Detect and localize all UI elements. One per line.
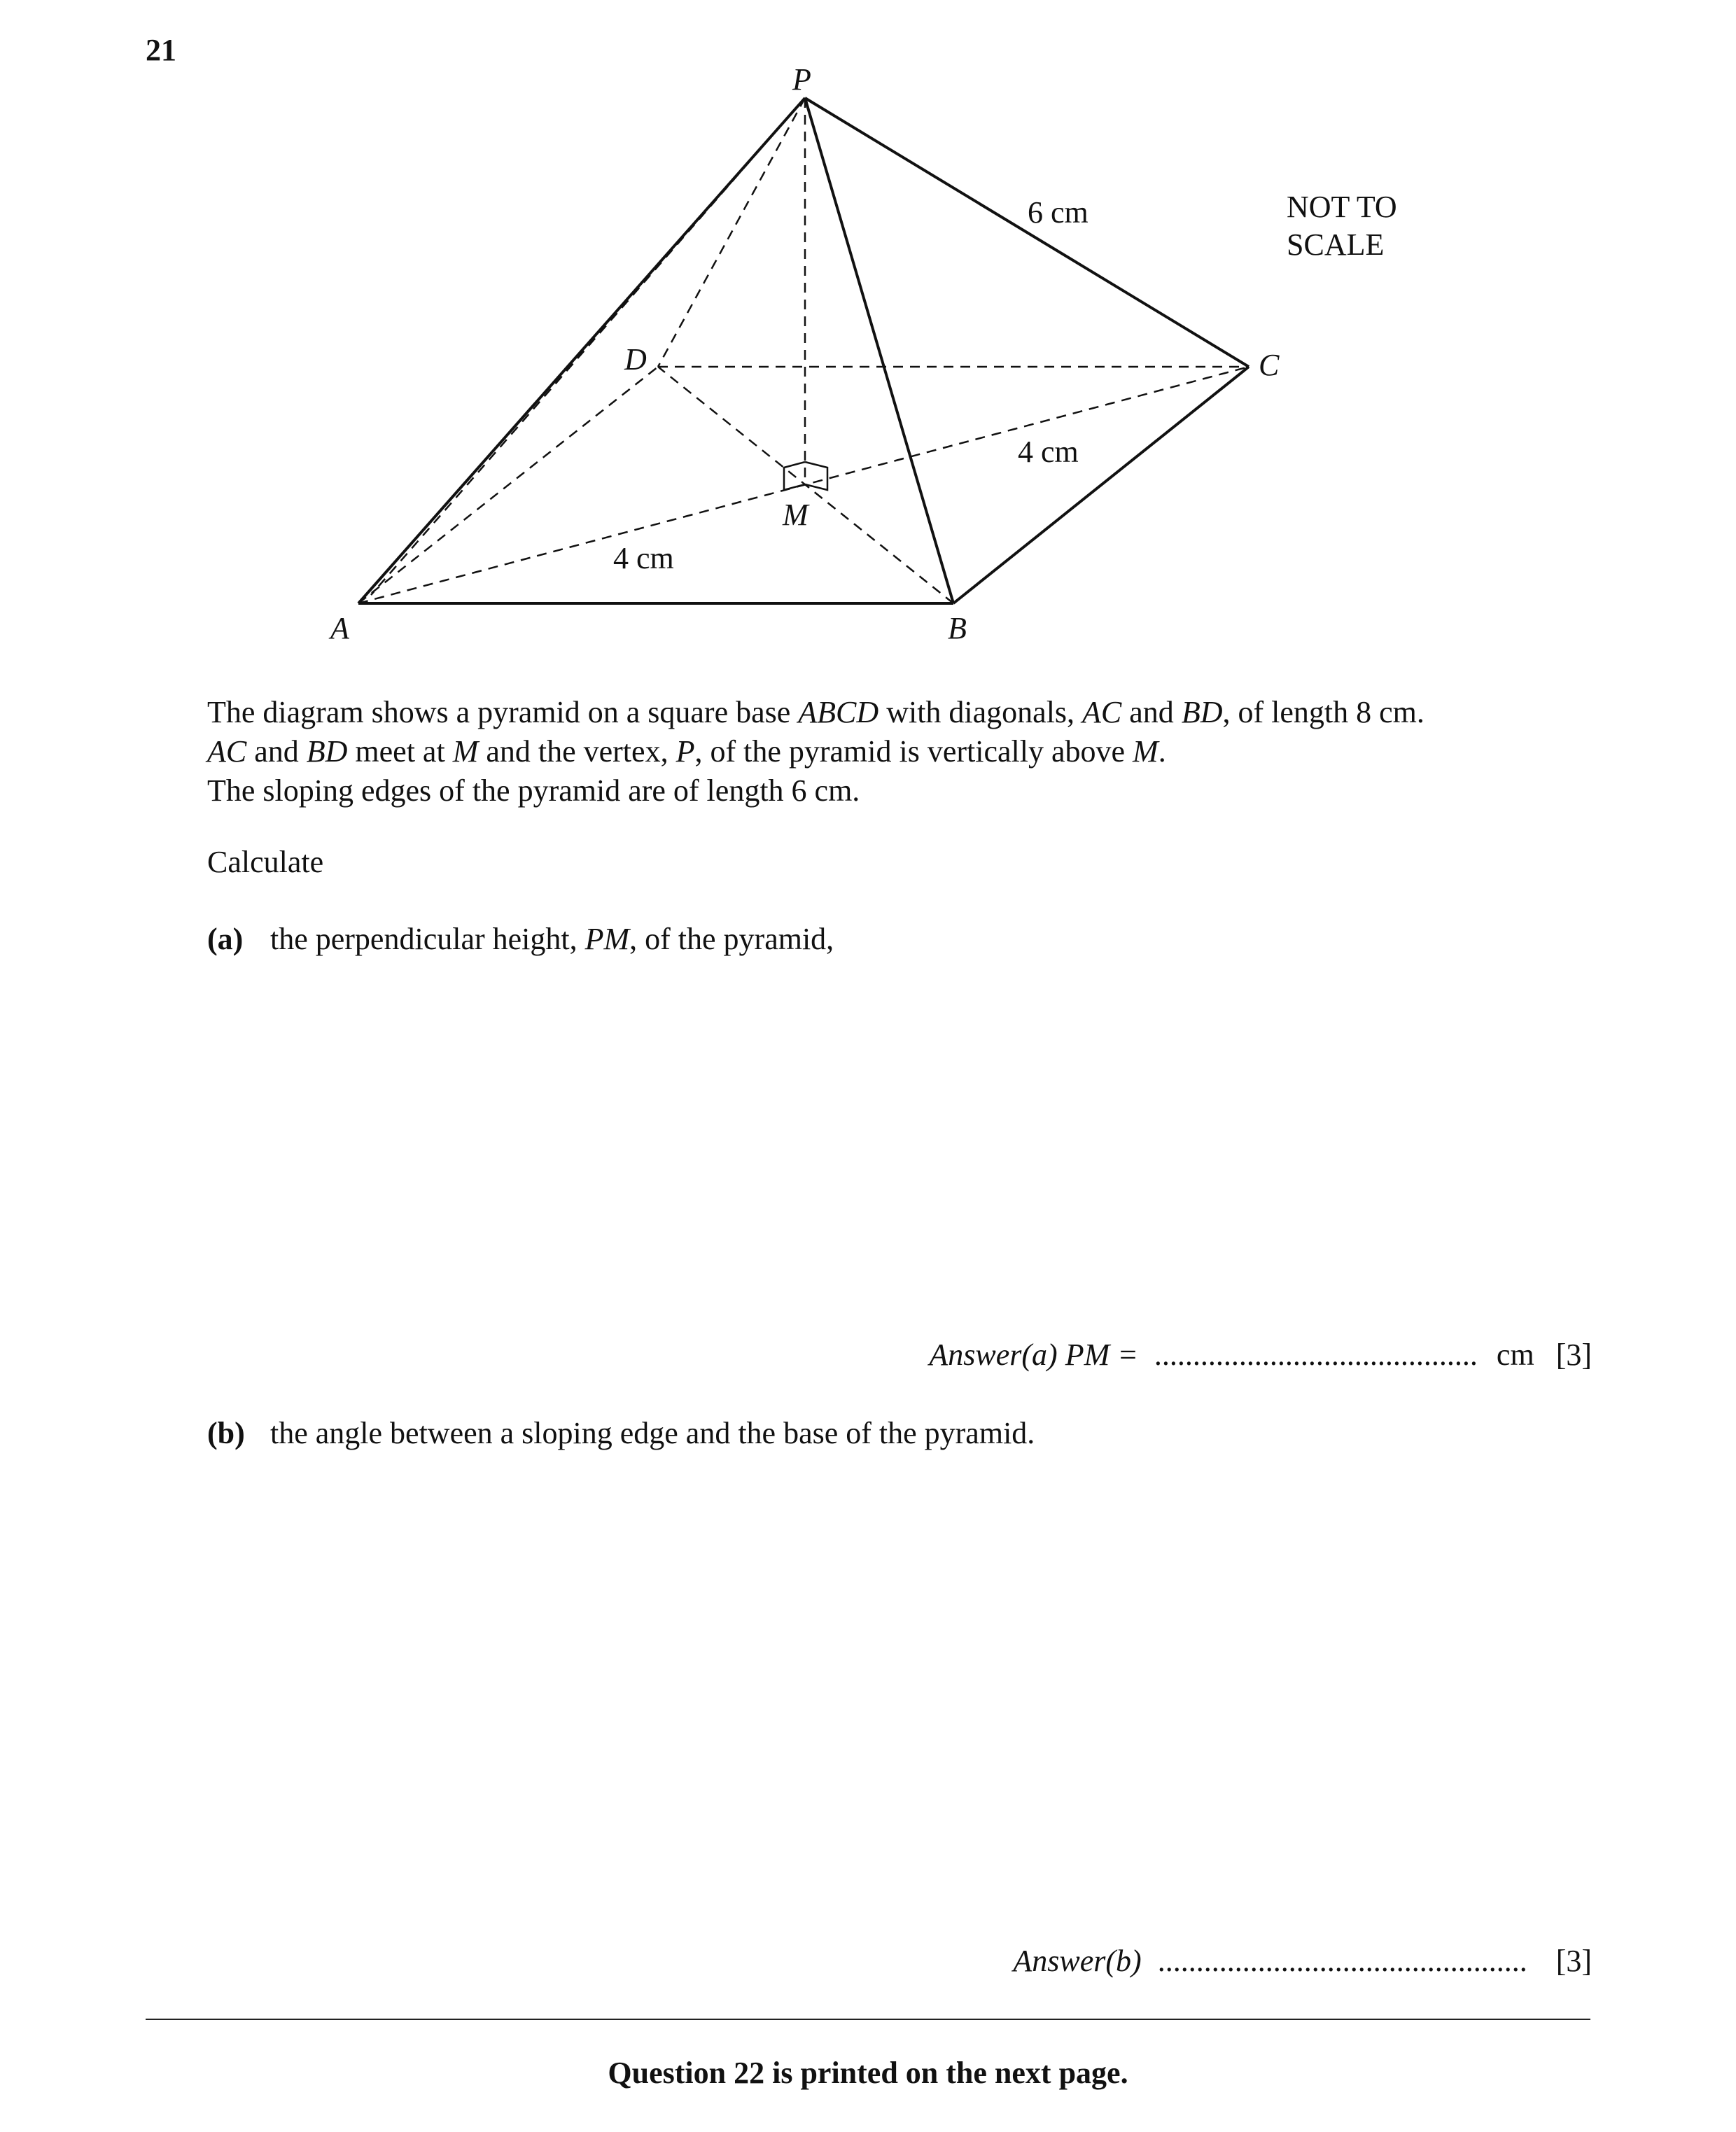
part-b-label: (b) [207,1416,245,1450]
label-half-diagonal-left: 4 cm [613,541,674,575]
intro-line-2: AC and BD meet at M and the vertex, P, of the pyramid is vertically above M. [207,734,1166,769]
label-point-A: A [330,611,349,645]
part-a-marks: [3] [1555,1338,1592,1372]
part-b-answer-line[interactable] [1013,1943,1592,1979]
part-b-marks: [3] [1555,1944,1592,1978]
part-a-answer-prefix: Answer(a) PM = [929,1338,1138,1372]
label-point-B: B [948,611,967,645]
intro-line-1: The diagram shows a pyramid on a square base ABCD with diagonals, AC and BD, of length 8 cm. [207,695,1424,729]
edge-PD [658,98,805,367]
edge-BC [953,367,1249,603]
part-a-answer-dots[interactable]: .......................................... [1154,1338,1478,1372]
part-b-answer-prefix: Answer(b) [1013,1944,1142,1978]
not-to-scale-line2: SCALE [1287,227,1385,262]
footer-note: Question 22 is printed on the next page. [608,2056,1128,2090]
part-a-unit: cm [1496,1338,1534,1372]
question-number: 21 [146,33,176,67]
part-a-label: (a) [207,922,244,956]
label-point-C: C [1259,348,1280,382]
label-point-D: D [624,342,647,377]
label-half-diagonal-right: 4 cm [1018,435,1079,469]
pyramid-diagram [0,0,1736,672]
label-slant-edge: 6 cm [1028,195,1088,230]
not-to-scale-line1: NOT TO [1287,190,1397,224]
part-a-answer-line[interactable] [929,1337,1592,1373]
part-a-question: (a) the perpendicular height, PM, of the pyramid, [207,922,834,956]
label-point-M: M [783,498,808,532]
part-b-question: (b) the angle between a sloping edge and the base of the pyramid. [207,1416,1035,1450]
label-point-P: P [792,62,811,97]
footer-divider [146,2019,1590,2020]
calculate-instruction: Calculate [207,845,324,879]
intro-line-3: The sloping edges of the pyramid are of length 6 cm. [207,773,860,808]
right-angle-mark-2 [805,462,827,490]
part-b-answer-dots[interactable]: ................................................ [1157,1944,1527,1978]
